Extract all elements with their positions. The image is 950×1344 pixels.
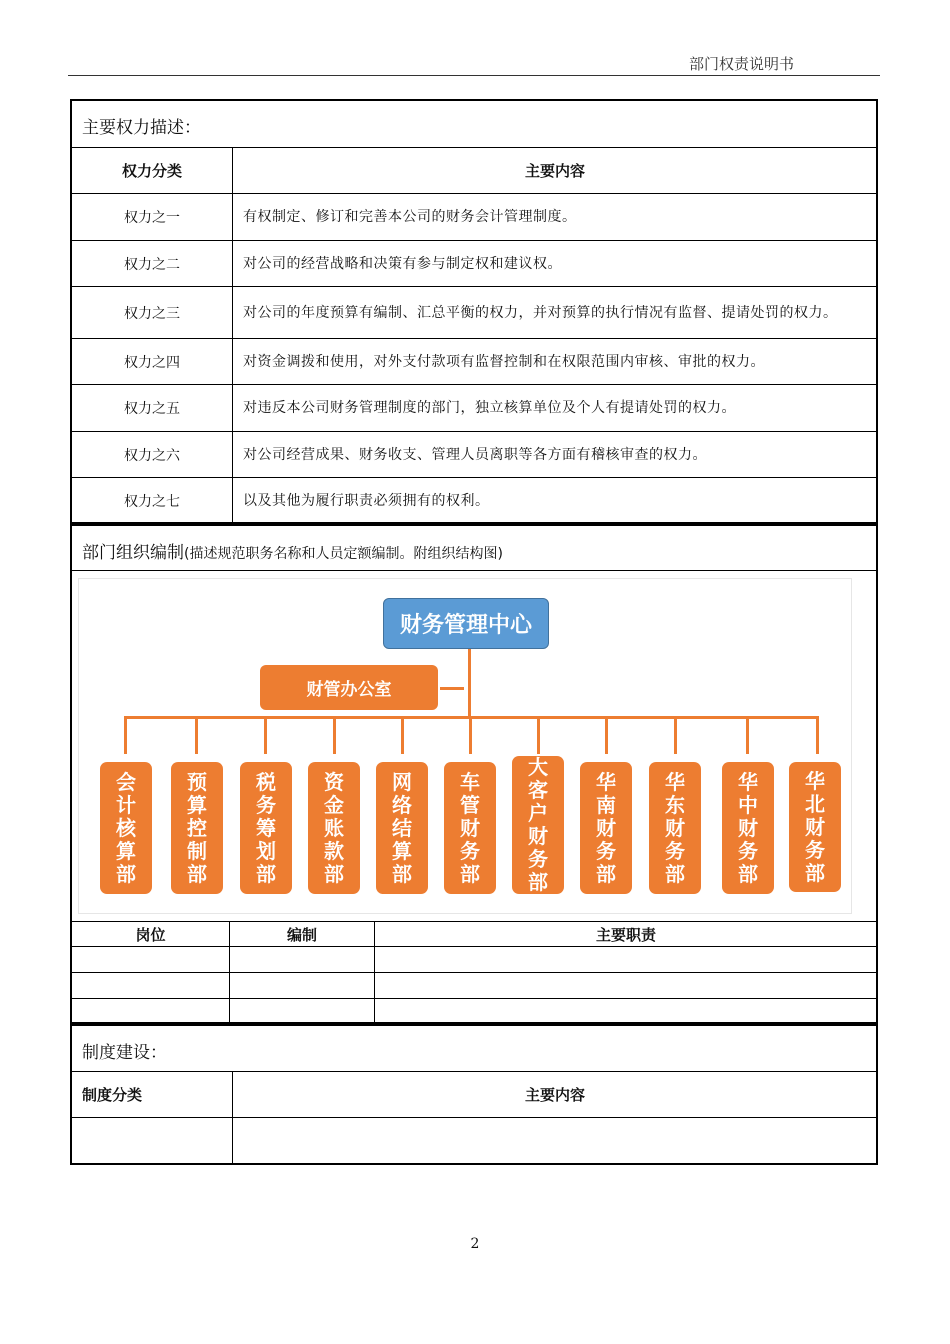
table-row bbox=[72, 339, 878, 385]
positions-table bbox=[71, 921, 878, 1024]
system-section-title: 制度建设： bbox=[82, 1043, 167, 1063]
power-category: 权力之四 bbox=[72, 339, 233, 385]
org-section-title-line bbox=[82, 538, 503, 563]
power-content: 对违反本公司财务管理制度的部门，独立核算单位及个人有提请处罚的权力。 bbox=[233, 385, 878, 432]
org-dept-label: 华北财务部 bbox=[805, 768, 825, 885]
empty-cell bbox=[72, 1118, 233, 1165]
connector-office bbox=[440, 687, 464, 690]
empty-cell bbox=[233, 1118, 878, 1165]
connector-drop bbox=[333, 716, 336, 754]
col-header-system-category: 制度分类 bbox=[72, 1072, 233, 1118]
power-category: 权力之二 bbox=[72, 241, 233, 287]
org-dept-label: 华南财务部 bbox=[596, 769, 616, 886]
col-header-position: 岗位 bbox=[72, 922, 230, 947]
power-content: 以及其他为履行职责必须拥有的权利。 bbox=[233, 478, 878, 524]
connector-drop bbox=[401, 716, 404, 754]
org-dept-node bbox=[722, 762, 774, 894]
org-root-node: 财务管理中心 bbox=[383, 598, 549, 649]
power-category: 权力之六 bbox=[72, 432, 233, 478]
powers-table bbox=[71, 147, 878, 524]
power-content: 对公司经营成果、财务收支、管理人员离职等各方面有稽核审查的权力。 bbox=[233, 432, 878, 478]
org-dept-node bbox=[376, 762, 428, 894]
empty-cell bbox=[72, 973, 230, 999]
org-dept-node bbox=[308, 762, 360, 894]
connector-drop bbox=[605, 716, 608, 754]
power-content: 对公司的经营战略和决策有参与制定权和建议权。 bbox=[233, 241, 878, 287]
org-dept-node bbox=[649, 762, 701, 894]
connector-drop bbox=[674, 716, 677, 754]
org-dept-node bbox=[100, 762, 152, 894]
table-row bbox=[72, 999, 878, 1024]
table-row bbox=[72, 287, 878, 339]
org-title-divider bbox=[72, 570, 876, 571]
org-dept-node bbox=[240, 762, 292, 894]
col-header-content: 主要内容 bbox=[233, 148, 878, 194]
org-dept-node bbox=[580, 762, 632, 894]
empty-cell bbox=[72, 999, 230, 1024]
org-dept-label: 税务筹划部 bbox=[256, 769, 276, 886]
table-row bbox=[72, 1118, 878, 1165]
connector-drop bbox=[816, 716, 819, 754]
connector-drop bbox=[195, 716, 198, 754]
empty-cell bbox=[230, 973, 375, 999]
empty-cell bbox=[72, 947, 230, 973]
org-dept-label: 车管财务部 bbox=[460, 769, 480, 886]
power-category: 权力之五 bbox=[72, 385, 233, 432]
org-dept-label: 资金账款部 bbox=[324, 769, 344, 886]
system-table bbox=[71, 1071, 878, 1165]
col-header-duties: 主要职责 bbox=[375, 922, 878, 947]
table-row bbox=[72, 478, 878, 524]
col-header-category: 权力分类 bbox=[72, 148, 233, 194]
table-row bbox=[72, 973, 878, 999]
connector-root-trunk bbox=[468, 649, 471, 716]
empty-cell bbox=[375, 999, 878, 1024]
connector-drop bbox=[124, 716, 127, 754]
power-category: 权力之一 bbox=[72, 194, 233, 241]
connector-drop bbox=[264, 716, 267, 754]
org-dept-node bbox=[444, 762, 496, 894]
table-row bbox=[72, 947, 878, 973]
power-category: 权力之七 bbox=[72, 478, 233, 524]
table-row bbox=[72, 385, 878, 432]
org-section-note: (描述规范职务名称和人员定额编制。附组织结构图) bbox=[184, 546, 503, 562]
page-number: 2 bbox=[470, 1236, 480, 1252]
table-row bbox=[72, 194, 878, 241]
org-dept-label: 会计核算部 bbox=[116, 769, 136, 886]
connector-drop bbox=[537, 716, 540, 754]
empty-cell bbox=[375, 973, 878, 999]
org-dept-label: 网络结算部 bbox=[392, 769, 412, 886]
org-dept-node bbox=[789, 762, 841, 892]
page-header bbox=[68, 53, 880, 76]
powers-header-row bbox=[72, 148, 878, 194]
power-content: 对资金调拨和使用，对外支付款项有监督控制和在权限范围内审核、审批的权力。 bbox=[233, 339, 878, 385]
table-row bbox=[72, 432, 878, 478]
org-section-title: 部门组织编制 bbox=[82, 543, 184, 563]
org-office-node: 财管办公室 bbox=[260, 665, 438, 710]
org-dept-label: 大客户财务部 bbox=[528, 755, 548, 894]
org-dept-node bbox=[512, 756, 564, 894]
org-dept-node bbox=[171, 762, 223, 894]
org-dept-label: 预算控制部 bbox=[187, 769, 207, 886]
power-content: 对公司的年度预算有编制、汇总平衡的权力，并对预算的执行情况有监督、提请处罚的权力。 bbox=[233, 287, 878, 339]
table-row bbox=[72, 241, 878, 287]
col-header-headcount: 编制 bbox=[230, 922, 375, 947]
col-header-system-content: 主要内容 bbox=[233, 1072, 878, 1118]
powers-section-title: 主要权力描述： bbox=[82, 118, 201, 138]
power-category: 权力之三 bbox=[72, 287, 233, 339]
empty-cell bbox=[230, 999, 375, 1024]
power-content: 有权制定、修订和完善本公司的财务会计管理制度。 bbox=[233, 194, 878, 241]
org-dept-label: 华东财务部 bbox=[665, 769, 685, 886]
empty-cell bbox=[230, 947, 375, 973]
document-title: 部门权责说明书 bbox=[688, 55, 794, 73]
empty-cell bbox=[375, 947, 878, 973]
connector-drop bbox=[469, 716, 472, 754]
system-header-row bbox=[72, 1072, 878, 1118]
org-dept-label: 华中财务部 bbox=[738, 769, 758, 886]
positions-header-row bbox=[72, 922, 878, 947]
connector-drop bbox=[746, 716, 749, 754]
